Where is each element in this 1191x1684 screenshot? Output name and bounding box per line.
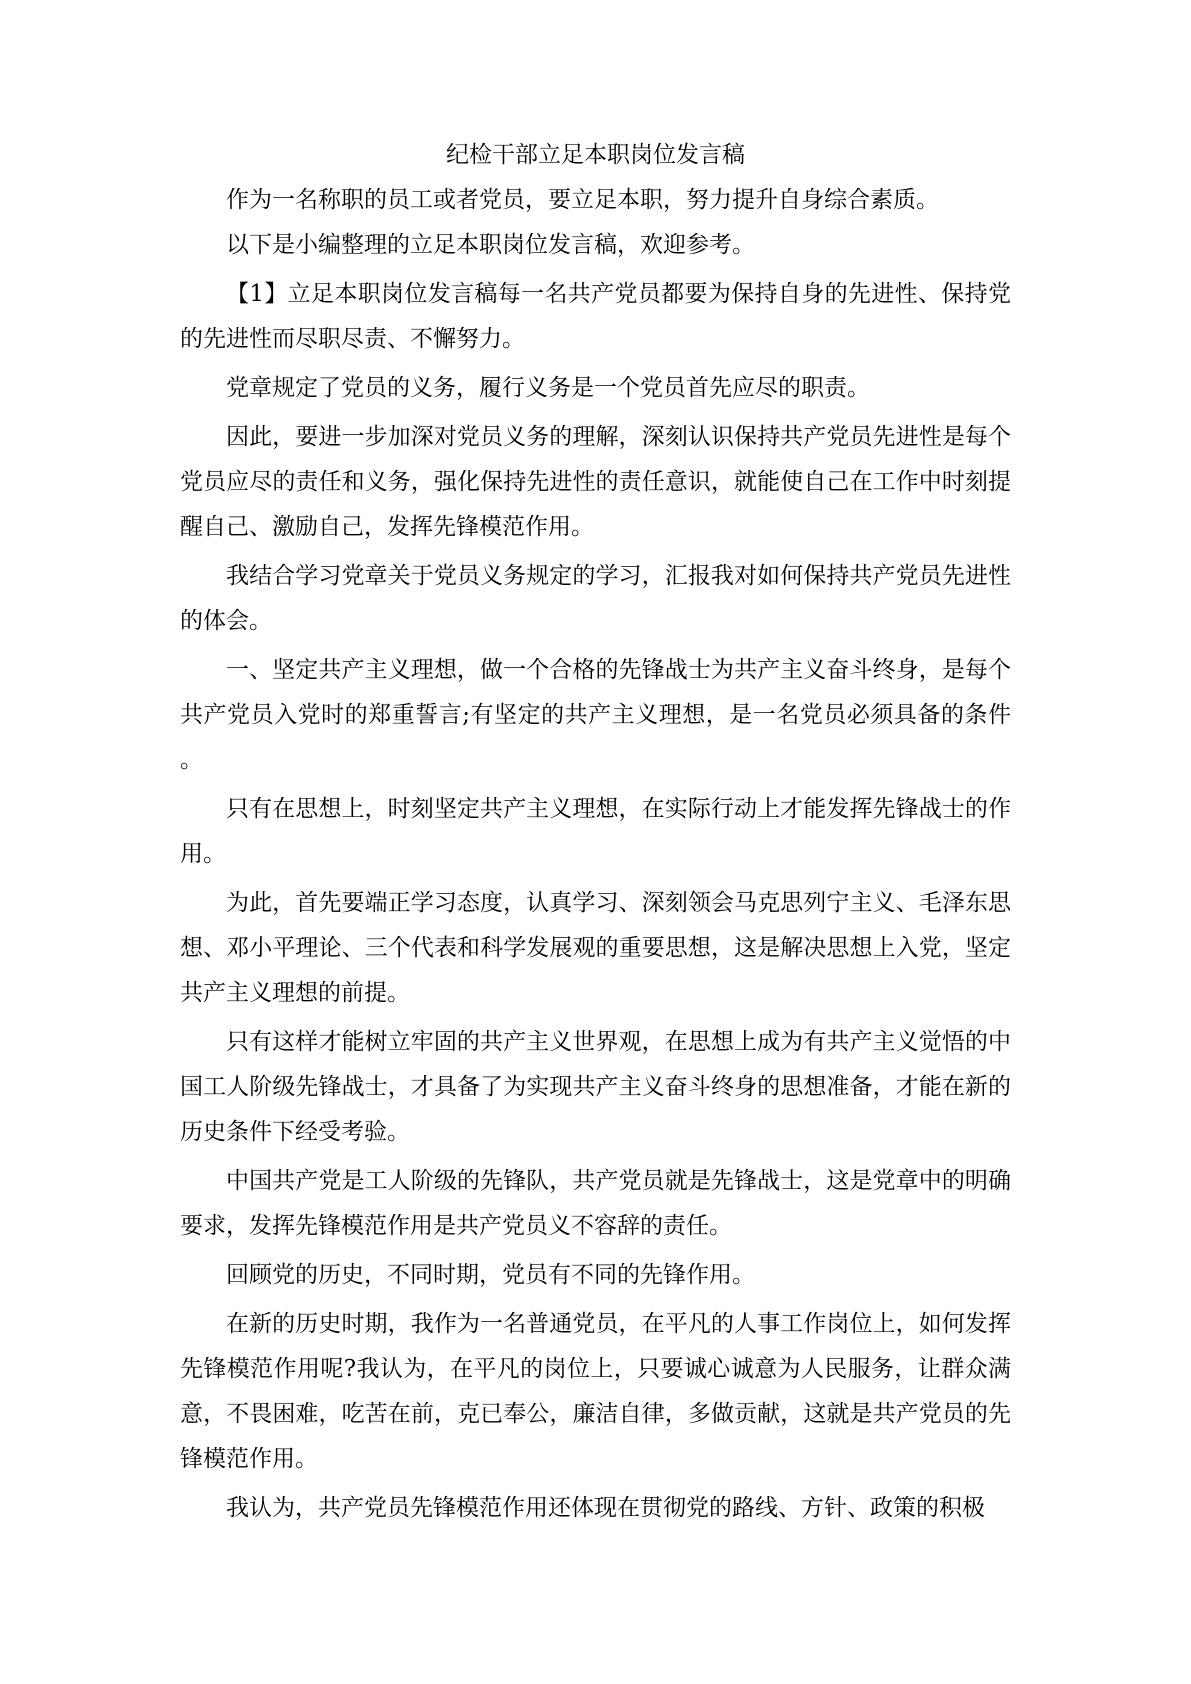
- paragraph: 中国共产党是工人阶级的先锋队，共产党员就是先锋战士，这是党章中的明确要求，发挥先锋模范作用是共产党员义不容辞的责任。: [180, 1168, 1011, 1239]
- paragraph: 为此，首先要端正学习态度，认真学习、深刻领会马克思列宁主义、毛泽东思想、邓小平理论、三个代表和科学发展观的重要思想，这是解决思想上入党，坚定共产主义理想的前提。: [180, 890, 1011, 1006]
- paragraph: 一、坚定共产主义理想，做一个合格的先锋战士为共产主义奋斗终身，是每个共产党员入党时的郑重誓言;有坚定的共产主义理想，是一名党员必须具备的条件。: [180, 657, 1011, 773]
- paragraph: 作为一名称职的员工或者党员，要立足本职，努力提升自身综合素质。: [226, 187, 939, 213]
- paragraph: 在新的历史时期，我作为一名普通党员，在平凡的人事工作岗位上，如何发挥先锋模范作用呢?我认为，在平凡的岗位上，只要诚心诚意为人民服务，让群众满意，不畏困难，吃苦在前，克已奉公，廉洁自律，多做贡献，这就是共产党员的先锋模范作用。: [180, 1311, 1011, 1472]
- paragraph: 我认为，共产党员先锋模范作用还体现在贯彻党的路线、方针、政策的积极: [226, 1495, 985, 1521]
- paragraph: 我结合学习党章关于党员义务规定的学习，汇报我对如何保持共产党员先进性的体会。: [180, 563, 1011, 634]
- paragraph: 只有这样才能树立牢固的共产主义世界观，在思想上成为有共产主义觉悟的中国工人阶级先锋战士，才具备了为实现共产主义奋斗终身的思想准备，才能在新的历史条件下经受考验。: [180, 1029, 1011, 1145]
- document-title: 纪检干部立足本职岗位发言稿: [446, 142, 745, 168]
- paragraph: 回顾党的历史，不同时期，党员有不同的先锋作用。: [226, 1262, 755, 1288]
- paragraph: 因此，要进一步加深对党员义务的理解，深刻认识保持共产党员先进性是每个党员应尽的责任和义务，强化保持先进性的责任意识，就能使自己在工作中时刻提醒自己、激励自己，发挥先锋模范作用。: [180, 424, 1011, 540]
- paragraph: 只有在思想上，时刻坚定共产主义理想，在实际行动上才能发挥先锋战士的作用。: [180, 796, 1011, 867]
- paragraph: 党章规定了党员的义务，履行义务是一个党员首先应尽的职责。: [226, 375, 870, 401]
- paragraph: 【1】立足本职岗位发言稿每一名共产党员都要为保持自身的先进性、保持党的先进性而尽职尽责、不懈努力。: [180, 281, 1011, 352]
- paragraph: 以下是小编整理的立足本职岗位发言稿，欢迎参考。: [226, 232, 755, 258]
- document-body: [180, 133, 1011, 1531]
